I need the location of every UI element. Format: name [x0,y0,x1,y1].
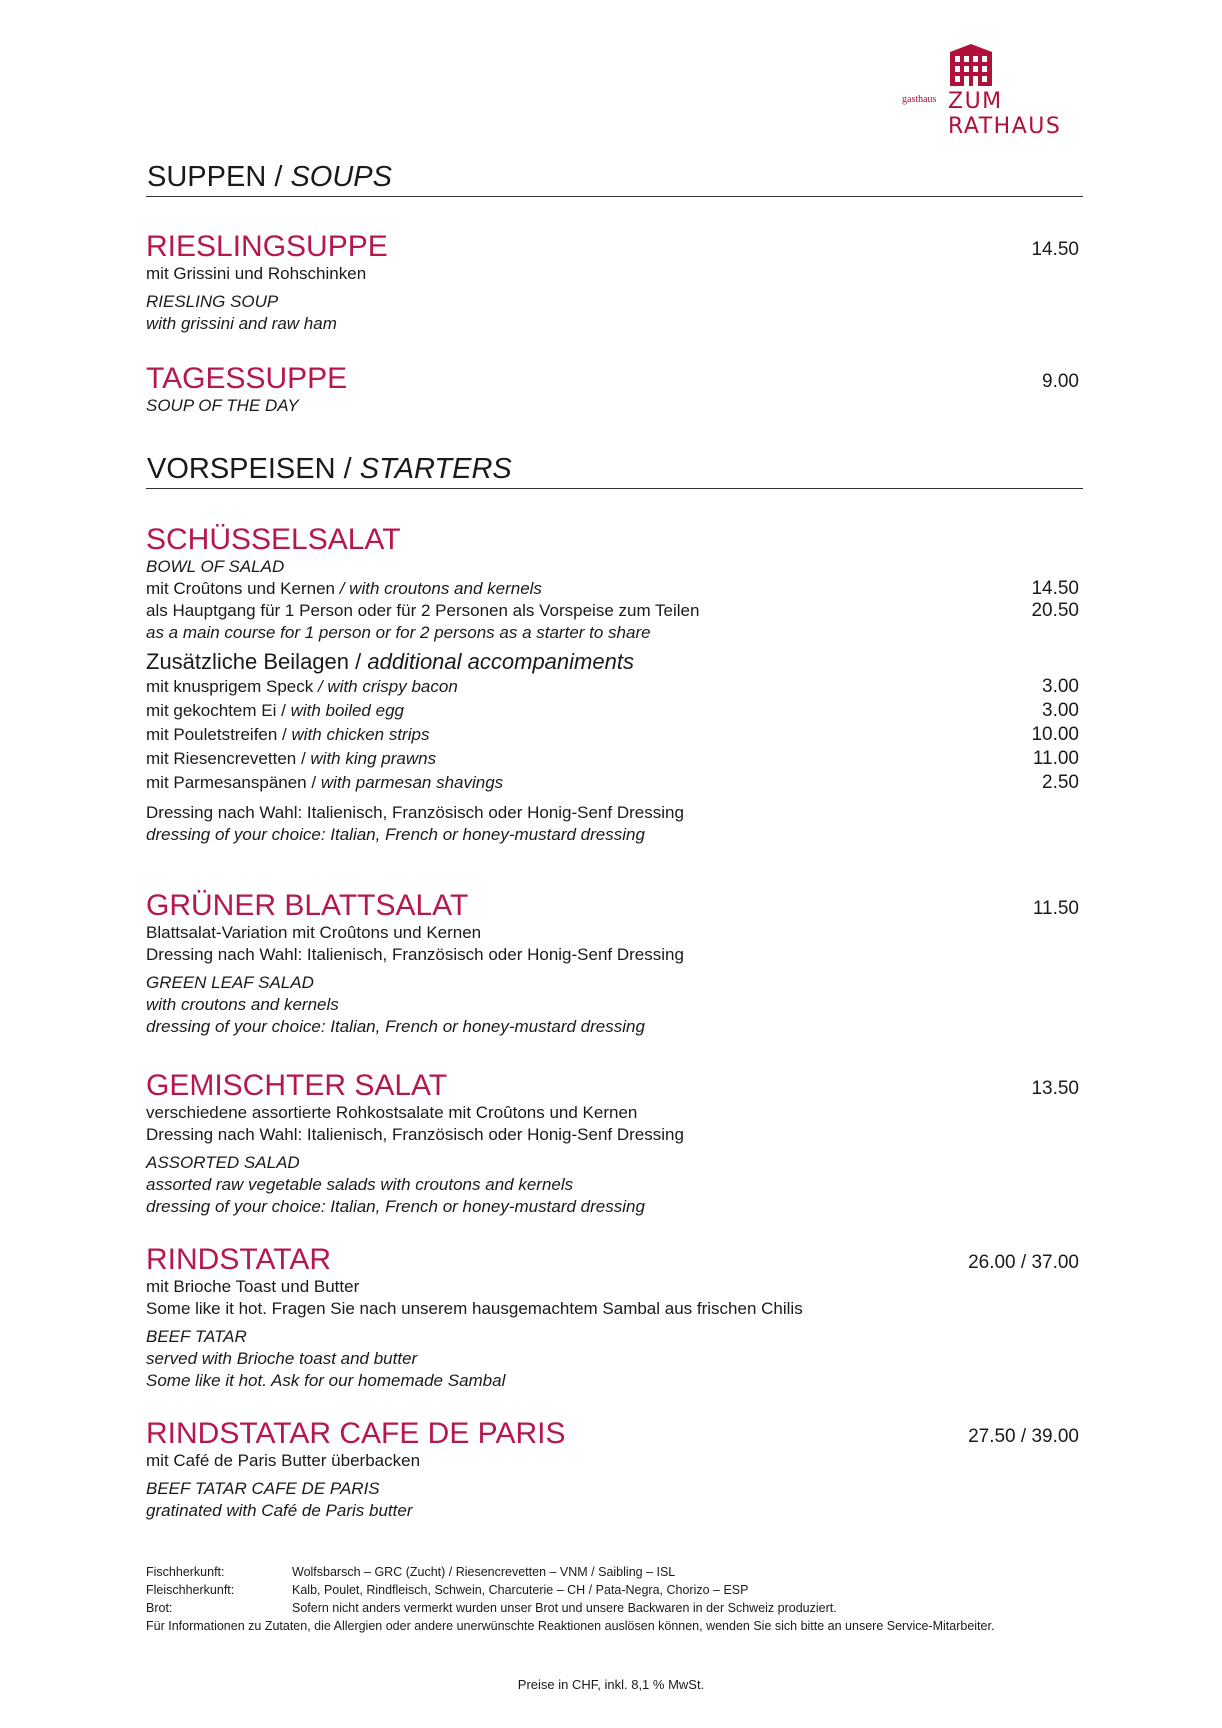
dish-name: TAGESSUPPE [146,362,348,395]
dish-desc-en: gratinated with Café de Paris butter [146,1501,413,1520]
dish-price: 11.50 [1032,898,1079,919]
dish-option-line: mit Croûtons und Kernen / with croutons and kernels 14.50 [146,578,1079,599]
logo-name: ZUM RATHAUS [948,89,1062,139]
dish-name-en: BOWL OF SALAD [146,557,285,576]
dish-desc-en: with grissini and raw ham [146,314,337,333]
extras-heading: Zusätzliche Beilagen / additional accompaniments [146,649,634,674]
extra-item: mit Riesencrevetten / with king prawns 11.00 [146,748,1079,769]
dish-option-line: als Hauptgang für 1 Person oder für 2 Personen als Vorspeise zum Teilen 20.50 [146,600,1079,621]
dish-name: RINDSTATAR [146,1243,331,1276]
logo-small-text: gasthaus [902,94,937,105]
dish-option-en: as a main course for 1 person or for 2 persons as a starter to share [146,623,651,642]
dish-gemischter-salat [146,1070,1083,1218]
dish-desc-en: with croutons and kernels [146,995,339,1014]
dish-desc-de: verschiedene assortierte Rohkostsalate mit Croûtons und Kernen [146,1103,638,1122]
dish-name-en: BEEF TATAR [146,1327,247,1346]
dish-schuesselsalat [146,524,1083,846]
bread-origin-row: Brot: Sofern nicht anders vermerkt wurden unser Brot und unsere Backwaren in der Schweiz produziert. [146,1601,837,1615]
dish-name: RINDSTATAR CAFE DE PARIS [146,1417,566,1450]
building-logo-icon [946,42,996,88]
dish-desc-de: mit Brioche Toast und Butter [146,1277,360,1296]
extra-item: mit Pouletstreifen / with chicken strips 10.00 [146,724,1079,745]
dish-desc-en: assorted raw vegetable salads with croutons and kernels [146,1175,574,1194]
dish-name-en: RIESLING SOUP [146,292,279,311]
dressing-en: dressing of your choice: Italian, French or honey-mustard dressing [146,825,645,844]
allergy-info: Für Informationen zu Zutaten, die Allergien oder andere unerwünschte Reaktionen auslösen können, wenden Sie sich bitte an unsere Service-Mitarbeiter. [146,1619,995,1633]
extra-item: mit knusprigem Speck / with crispy bacon 3.00 [146,676,1079,697]
dish-name-en: BEEF TATAR CAFE DE PARIS [146,1479,380,1498]
dish-price: 13.50 [1031,1078,1079,1099]
dish-price: 9.00 [1042,371,1079,392]
dish-price: 26.00 / 37.00 [968,1252,1079,1273]
dressing-de: Dressing nach Wahl: Italienisch, Französisch oder Honig-Senf Dressing [146,803,684,822]
section-title-starters: VORSPEISEN / STARTERS [146,453,1083,489]
dish-name-en: SOUP OF THE DAY [146,396,299,415]
restaurant-logo [900,42,1100,139]
dish-desc-de: Blattsalat-Variation mit Croûtons und Kernen [146,923,482,942]
origin-footer [146,1563,1086,1635]
dish-name-en: GREEN LEAF SALAD [146,973,314,992]
dish-name: RIESLINGSUPPE [146,230,388,263]
dish-name: GRÜNER BLATTSALAT [146,889,469,922]
dish-name: GEMISCHTER SALAT [146,1069,448,1102]
dish-name-en: ASSORTED SALAD [146,1153,300,1172]
dish-desc-en: Some like it hot. Ask for our homemade Sambal [146,1371,506,1390]
dish-desc-de: Some like it hot. Fragen Sie nach unserem hausgemachtem Sambal aus frischen Chilis [146,1299,803,1318]
dish-desc-de: Dressing nach Wahl: Italienisch, Französisch oder Honig-Senf Dressing [146,945,684,964]
option-price: 20.50 [1031,600,1079,621]
dish-desc-de: mit Grissini und Rohschinken [146,264,367,283]
extra-item: mit Parmesanspänen / with parmesan shavings 2.50 [146,772,1079,793]
dish-price: 14.50 [1031,239,1079,260]
dish-desc-en: dressing of your choice: Italian, French or honey-mustard dressing [146,1017,645,1036]
dish-desc-en: dressing of your choice: Italian, French or honey-mustard dressing [146,1197,645,1216]
price-note: Preise in CHF, inkl. 8,1 % MwSt. [517,1677,705,1692]
dish-desc-en: served with Brioche toast and butter [146,1349,418,1368]
dish-price: 27.50 / 39.00 [968,1426,1079,1447]
meat-origin-row: Fleischherkunft: Kalb, Poulet, Rindfleisch, Schwein, Charcuterie – CH / Pata-Negra, Chorizo – ESP [146,1583,749,1597]
dish-name: SCHÜSSELSALAT [146,523,401,556]
dish-desc-de: Dressing nach Wahl: Italienisch, Französisch oder Honig-Senf Dressing [146,1125,684,1144]
dish-rieslingsuppe [146,231,1083,335]
dish-rindstatar [146,1244,1083,1392]
dish-gruener-blattsalat [146,890,1083,1038]
dish-rindstatar-cafe-de-paris [146,1418,1083,1522]
option-price: 14.50 [1031,578,1079,599]
extra-item: mit gekochtem Ei / with boiled egg 3.00 [146,700,1079,721]
dish-desc-de: mit Café de Paris Butter überbacken [146,1451,421,1470]
dish-tagessuppe [146,363,1083,417]
fish-origin-row: Fischherkunft: Wolfsbarsch – GRC (Zucht) / Riesencrevetten – VNM / Saibling – ISL [146,1565,676,1579]
section-title-soups: SUPPEN / SOUPS [146,161,1083,197]
